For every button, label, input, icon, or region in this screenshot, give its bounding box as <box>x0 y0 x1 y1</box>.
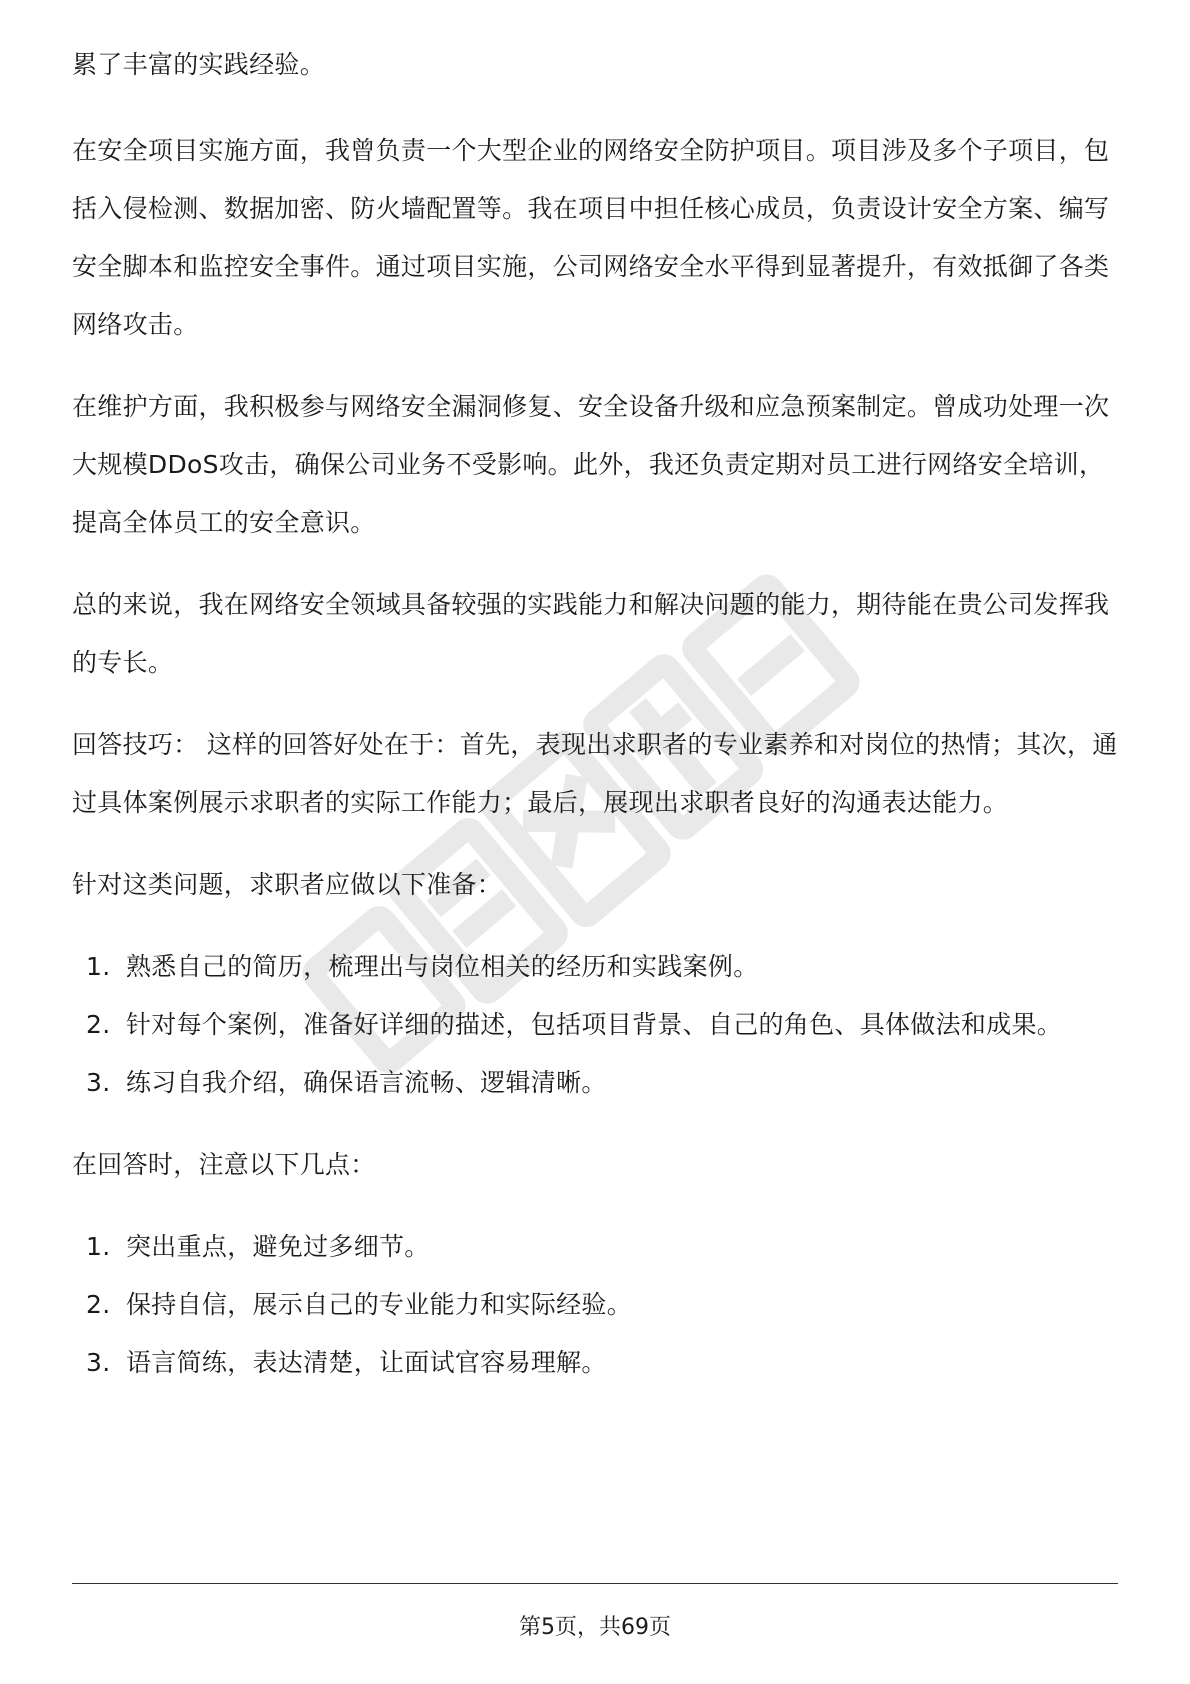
list-text: 保持自信，展示自己的专业能力和实际经验。 <box>126 1290 633 1319</box>
paragraph-answer-tips: 回答技巧： 这样的回答好处在于：首先，表现出求职者的专业素养和对岗位的热情；其次，通过具体案例展示求职者的实际工作能力；最后，展现出求职者良好的沟通表达能力。 <box>72 730 1118 817</box>
footer-divider <box>72 1583 1118 1584</box>
paragraph-notes-intro: 在回答时，注意以下几点： <box>72 1150 376 1179</box>
notes-list <box>72 1218 1118 1392</box>
list-number: 1. <box>86 1232 111 1261</box>
paragraph-prep-intro: 针对这类问题，求职者应做以下准备： <box>72 870 503 899</box>
list-item <box>72 1276 1118 1334</box>
list-item <box>72 1054 1118 1112</box>
paragraph-continuation: 累了丰富的实践经验。 <box>72 50 326 79</box>
list-text: 熟悉自己的简历，梳理出与岗位相关的经历和实践案例。 <box>126 952 759 981</box>
list-number: 1. <box>86 952 111 981</box>
list-number: 3. <box>86 1068 111 1097</box>
list-item <box>72 1334 1118 1392</box>
list-text: 针对每个案例，准备好详细的描述，包括项目背景、自己的角色、具体做法和成果。 <box>126 1010 1063 1039</box>
page-body <box>72 36 1118 1416</box>
list-item <box>72 996 1118 1054</box>
list-text: 练习自我介绍，确保语言流畅、逻辑清晰。 <box>126 1068 607 1097</box>
list-number: 2. <box>86 1010 111 1039</box>
paragraph-summary: 总的来说，我在网络安全领域具备较强的实践能力和解决问题的能力，期待能在贵公司发挥我的专长。 <box>72 590 1110 677</box>
prep-list <box>72 938 1118 1112</box>
list-item <box>72 938 1118 996</box>
list-text: 语言简练，表达清楚，让面试官容易理解。 <box>126 1348 607 1377</box>
paragraph-project-implementation: 在安全项目实施方面，我曾负责一个大型企业的网络安全防护项目。项目涉及多个子项目，包括入侵检测、数据加密、防火墙配置等。我在项目中担任核心成员，负责设计安全方案、编写安全脚本和监控安全事件。通过项目实施，公司网络安全水平得到显著提升，有效抵御了各类网络攻击。 <box>72 136 1110 339</box>
list-text: 突出重点，避免过多细节。 <box>126 1232 430 1261</box>
paragraph-maintenance: 在维护方面，我积极参与网络安全漏洞修复、安全设备升级和应急预案制定。曾成功处理一次大规模DDoS攻击，确保公司业务不受影响。此外，我还负责定期对员工进行网络安全培训，提高全体员工的安全意识。 <box>72 392 1110 537</box>
page-number: 第5页，共69页 <box>519 1615 671 1640</box>
list-item <box>72 1218 1118 1276</box>
list-number: 3. <box>86 1348 111 1377</box>
list-number: 2. <box>86 1290 111 1319</box>
